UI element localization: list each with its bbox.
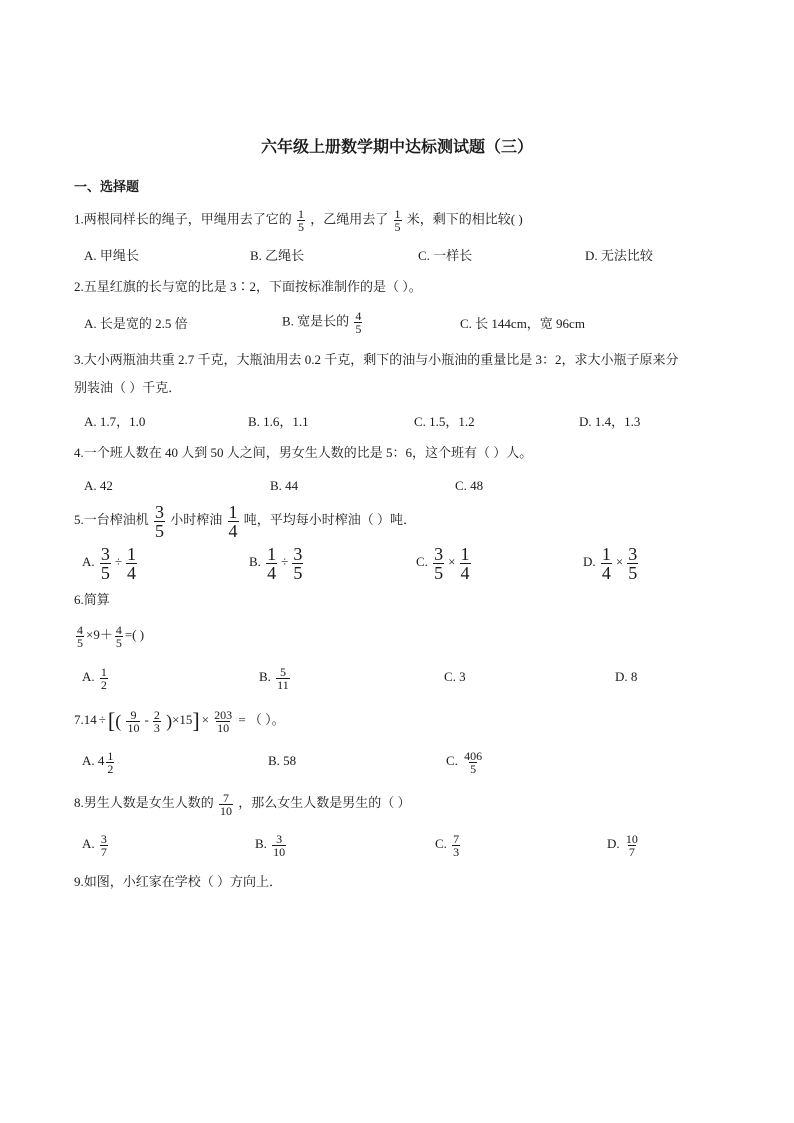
q8-option-d[interactable]: D. $\frac{10}{7}$ [607,831,638,859]
question-6-head: 6.简算 [74,592,110,607]
question-1: 1.两根同样长的绳子，甲绳用去了它的 $\frac{1}{5}$ ，乙绳用去了 $\frac{1}{5}$ 米，剩下的相比较( ) [74,207,523,234]
q6-option-a[interactable]: A. $\frac{1}{2}$ [82,664,107,692]
question-4: 4.一个班人数在 40 人到 50 人之间，男女生人数的比是 5：6，这个班有（ ）人。 [74,445,533,460]
q2-option-a[interactable]: A. 长是宽的 2.5 倍 [84,316,188,331]
q1-option-c[interactable]: C. 一样长 [418,248,473,263]
q1-option-d[interactable]: D. 无法比较 [585,248,653,263]
q8-option-b[interactable]: B. $\frac{3}{10}$ [255,831,286,859]
fraction: $\frac{4}{5}$ [355,309,362,336]
question-5: 5.一台榨油机 $\frac{3}{5}$ 小时榨油 $\frac{1}{4}$ 吨，平均每小时榨油（ ）吨． [74,501,417,541]
q5-option-b[interactable]: B. $\frac{1}{4}$ ÷ $\frac{3}{5}$ [249,543,303,583]
q4-option-b[interactable]: B. 44 [270,478,299,493]
q8-option-c[interactable]: C. $\frac{7}{3}$ [435,831,460,859]
section-heading: 一、选择题 [74,180,140,195]
fraction: $\frac{1}{4}$ [228,501,238,541]
fraction: $\frac{3}{5}$ [155,501,165,541]
q6-option-d[interactable]: D. 8 [615,669,638,684]
question-2: 2.五星红旗的长与宽的比是 3∶2，下面按标准制作的是（ ）。 [74,279,422,294]
q5-option-a[interactable]: A. $\frac{3}{5}$ ÷ $\frac{1}{4}$ [82,543,137,583]
page-title: 六年级上册数学期中达标测试题（三） [260,137,533,156]
q7-option-b[interactable]: B. 58 [268,753,297,768]
q5-option-c[interactable]: C. $\frac{3}{5}$ × $\frac{1}{4}$ [416,543,470,583]
q7-option-c[interactable]: C. $\frac{406}{5}$ [446,748,483,776]
q3-option-d[interactable]: D. 1.4，1.3 [579,414,641,429]
q7-option-a[interactable]: A. 4 $\frac{1}{2}$ [82,748,114,776]
q1-option-a[interactable]: A. 甲绳长 [84,248,139,263]
fraction: $\frac{1}{5}$ [394,207,401,234]
question-3-line-2: 别装油（ ）千克． [74,380,182,395]
question-9: 9.如图，小红家在学校（ ）方向上． [74,874,283,889]
q4-option-a[interactable]: A. 42 [84,478,113,493]
q2-option-c[interactable]: C. 长 144cm，宽 96cm [460,316,585,331]
q8-option-a[interactable]: A. $\frac{3}{7}$ [82,831,107,859]
q3-option-a[interactable]: A. 1.7，1.0 [84,414,146,429]
fraction: $\frac{1}{5}$ [298,207,305,234]
q2-option-b[interactable]: B. 宽是长的 $\frac{4}{5}$ [282,309,362,336]
q1-option-b[interactable]: B. 乙绳长 [250,248,305,263]
question-3-line-1: 3.大小两瓶油共重 2.7 千克，大瓶油用去 0.2 千克，剩下的油与小瓶油的重量比是 3：2，求大小瓶子原来分 [74,352,679,367]
q4-option-c[interactable]: C. 48 [455,478,484,493]
question-8: 8.男生人数是女生人数的 $\frac{7}{10}$ ，那么女生人数是男生的（ ） [74,790,411,818]
question-6-expression: $\frac{4}{5}$ ×9＋ $\frac{4}{5}$ =( ) [77,622,145,650]
q6-option-c[interactable]: C. 3 [444,669,466,684]
q3-option-c[interactable]: C. 1.5，1.2 [414,414,475,429]
question-7: 7.14 ÷[( $\frac{9}{10}$ - $\frac{2}{3}$ )×15] × $\frac{203}{10}$ = （ ）。 [74,707,285,735]
q3-option-b[interactable]: B. 1.6，1.1 [248,414,309,429]
q5-option-d[interactable]: D. $\frac{1}{4}$ × $\frac{3}{5}$ [583,543,638,583]
q6-option-b[interactable]: B. $\frac{5}{11}$ [259,664,289,692]
